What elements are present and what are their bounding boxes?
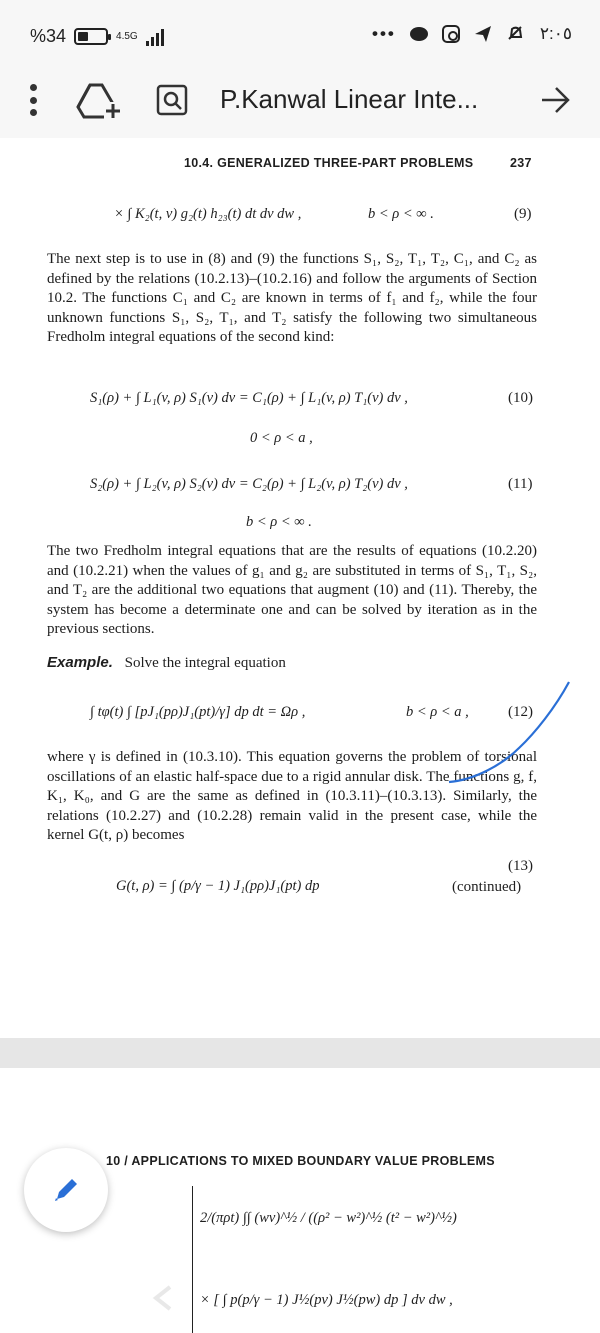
battery-icon [74, 28, 108, 45]
equation-11-range: b < ρ < ∞ . [246, 514, 312, 530]
mute-icon [506, 24, 526, 44]
equation-11: S₂(ρ) + ∫ L₂(v, ρ) S₂(v) dv = C₂(ρ) + ∫ L₂(v, ρ) T₂(v) dv , [90, 476, 408, 492]
status-bar [0, 0, 600, 62]
example-line [47, 654, 286, 672]
equation-12-number: (12) [508, 704, 533, 720]
equation-13-number: (13) [508, 858, 533, 874]
menu-dots-icon[interactable] [28, 84, 38, 116]
equation-10: S₁(ρ) + ∫ L₁(v, ρ) S₁(v) dv = C₁(ρ) + ∫ L₁(v, ρ) T₁(v) dv , [90, 390, 408, 406]
page-number: 237 [510, 156, 532, 170]
paragraph-2: The two Fredholm integral equations that are the results of equations (10.2.20) and (10.2.21) when the values of g₁ and g₂ are substituted in terms of S₁, T₁, S₂, and T₂ are the additional two equations that augment (10) and (11). Thereby, the system has become a determinate one and can be solved by iteration as in the previous sections. [47, 543, 537, 637]
overflow-indicator: ••• [372, 24, 396, 43]
page-gap [0, 1038, 600, 1068]
equation-bracket [192, 1186, 196, 1333]
equation-9-number: (9) [514, 206, 532, 222]
battery-percent: %34 [30, 26, 67, 46]
equation-10-number: (10) [508, 390, 533, 406]
send-icon [474, 25, 492, 43]
pen-annotation [445, 678, 575, 788]
signal-icon [146, 28, 164, 46]
status-left [30, 26, 164, 47]
paragraph-3: where γ is defined in (10.3.10). This equation governs the problem of torsional oscillations of an elastic half-space due to a rigid annular disk. The functions g, f, K₁, K₀, and G are the same as defined in (10.3.11)–(10.3.13). Similarly, the relations (10.2.27) and (10.2.28) remain valid in the present case, while the kernel G(t, ρ) becomes [47, 749, 537, 843]
network-label: 4.5G [116, 31, 138, 42]
equation-12-range: b < ρ < a , [406, 704, 469, 720]
equation-13: G(t, ρ) = ∫ (p/γ − 1) J₁(pρ)J₁(pt) dp [116, 878, 320, 894]
equation-13-continued: (continued) [452, 879, 522, 895]
equation-9-range: b < ρ < ∞ . [368, 206, 434, 222]
document-page [0, 138, 600, 1038]
equation-12: ∫ tφ(t) ∫ [pJ₁(pρ)J₁(pt)/γ] dp dt = Ωρ , [90, 704, 306, 720]
back-arrow-icon[interactable] [150, 1285, 176, 1311]
camera-app-icon [442, 25, 460, 43]
example-label: Example. [47, 654, 113, 671]
document-title: P.Kanwal Linear Inte... [220, 84, 479, 114]
equation-10-range: 0 < ρ < a , [250, 430, 313, 446]
running-header: 10.4. GENERALIZED THREE-PART PROBLEMS [184, 156, 474, 170]
next-equation-a: 2/(πρt) ∫∫ (wv)^½ / ((ρ² − w²)^½ (t² − w²)^½) [200, 1210, 457, 1226]
arrow-right-icon[interactable] [538, 84, 572, 116]
doc-viewer-icon[interactable] [156, 84, 188, 116]
pencil-icon [51, 1175, 81, 1205]
edit-button[interactable] [24, 1148, 108, 1232]
example-text: Solve the integral equation [124, 655, 286, 671]
clock: ٢:٠٥ [539, 24, 572, 43]
message-icon [410, 27, 428, 41]
next-page-header: 10 / APPLICATIONS TO MIXED BOUNDARY VALUE PROBLEMS [106, 1154, 495, 1168]
next-equation-b: × [ ∫ p(p/γ − 1) J½(pv) J½(pw) dp ] dv dw , [200, 1292, 453, 1308]
paragraph-1: The next step is to use in (8) and (9) the functions S₁, S₂, T₁, T₂, C₁, and C₂ as defined by the relations (10.2.13)–(10.2.16) and follow the arguments of Section 10.2. The functions C₁ and C₂ are known in terms of f₁ and f₂, while the four unknown functions S₁, S₂, T₁, and T₂ satisfy the following two simultaneous Fredholm integral equations of the second kind: [47, 251, 537, 345]
status-right [372, 24, 572, 44]
drive-add-icon[interactable] [76, 82, 122, 120]
equation-9: × ∫ K₂(t, v) g₂(t) h₂₃(t) dt dv dw , [114, 206, 302, 222]
app-toolbar [0, 62, 600, 138]
equation-11-number: (11) [508, 476, 533, 492]
